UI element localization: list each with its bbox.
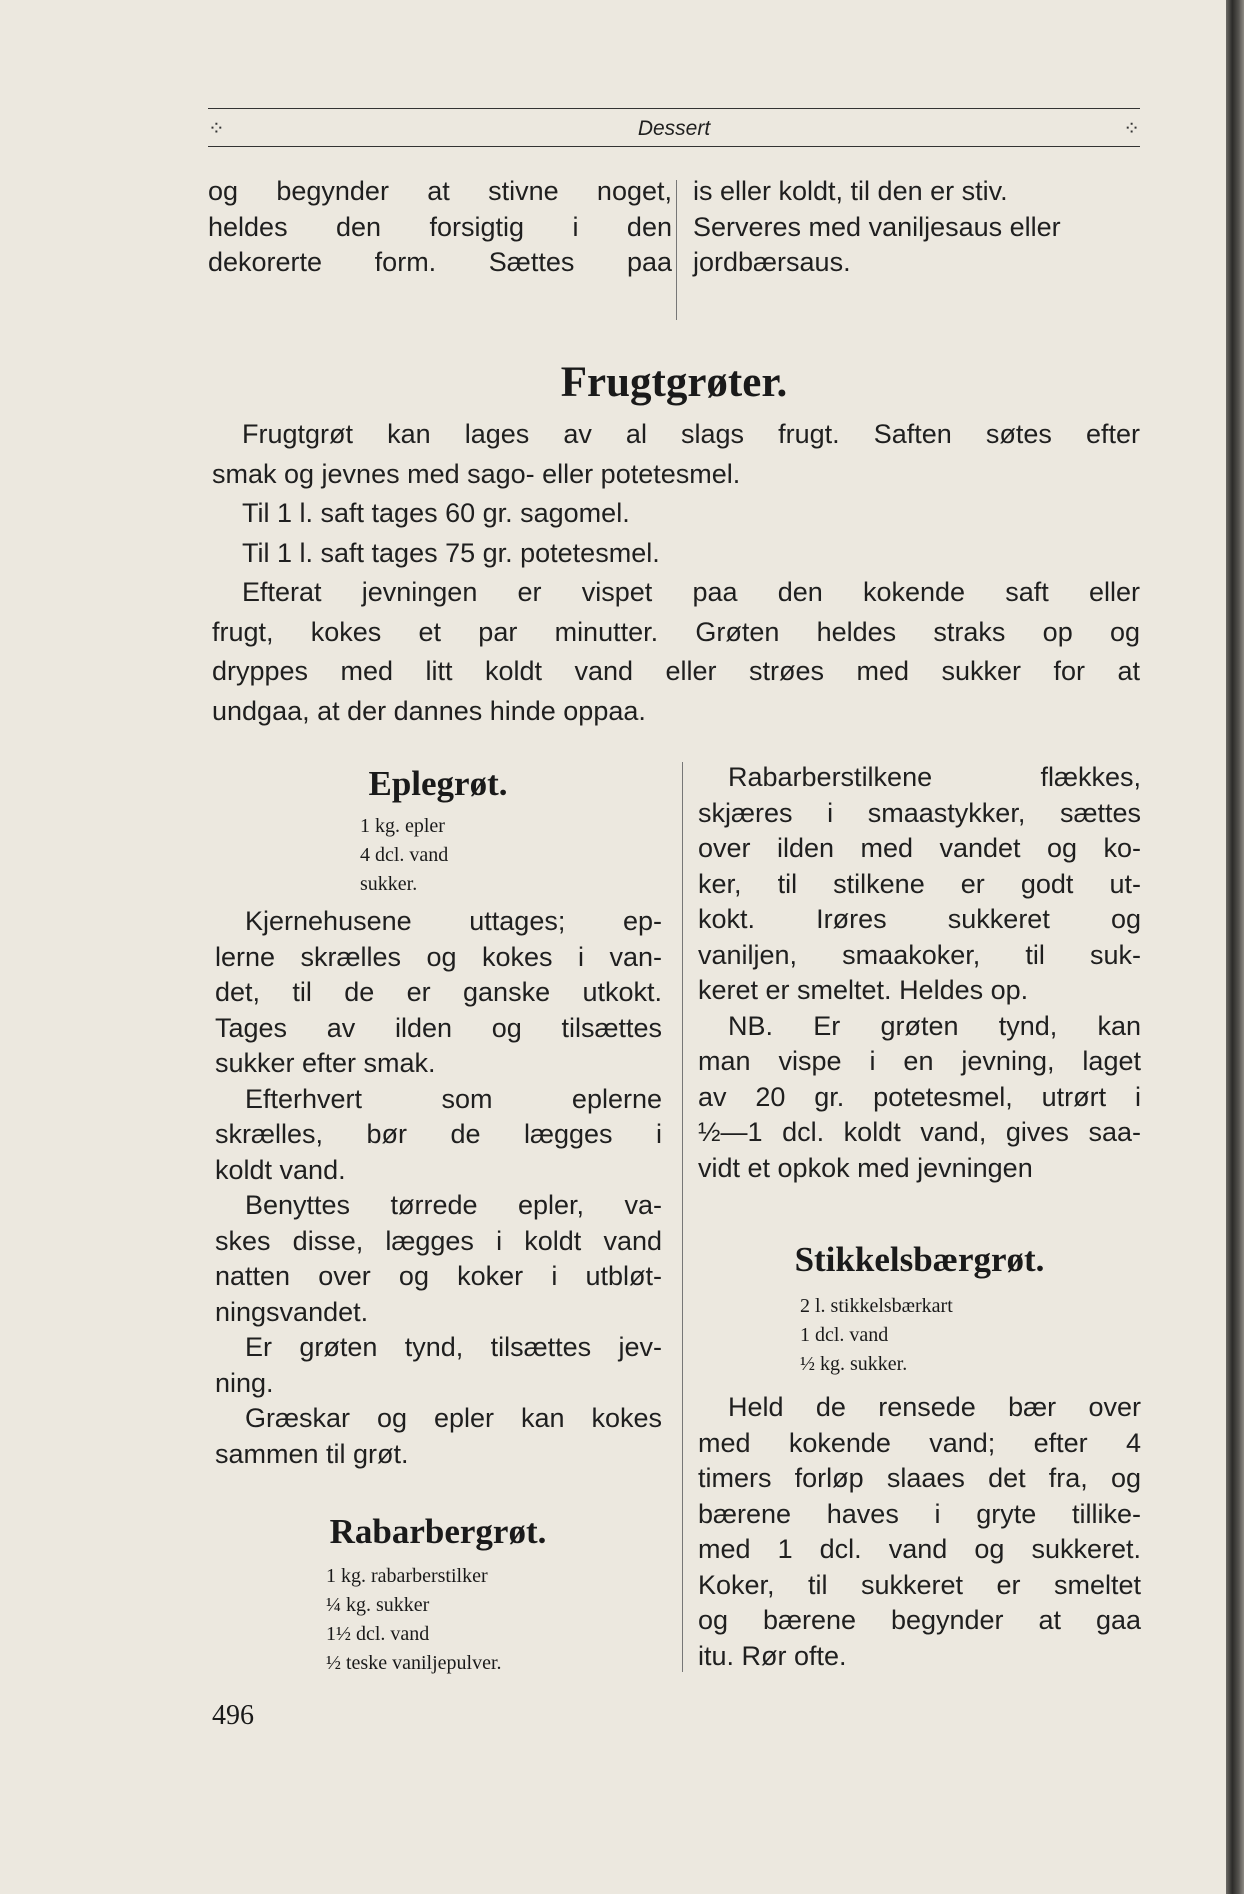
- text-line: Serveres med vaniljesaus eller: [693, 211, 1061, 242]
- frugtgroter-text: [212, 415, 1140, 731]
- text-line: dryppes med litt koldt vand eller strøes med sukker for at: [212, 656, 1140, 686]
- section-heading-frugtgroter: Frugtgrøter.: [560, 359, 788, 406]
- text-line: keret er smeltet. Heldes op.: [698, 975, 1029, 1005]
- text-line: ningsvandet.: [215, 1296, 369, 1327]
- ingredient-item: ¼ kg. sukker: [326, 1594, 430, 1616]
- text-line: lerne skrælles og kokes i van-: [215, 941, 662, 972]
- text-line: Held de rensede bær over: [728, 1392, 1141, 1422]
- stikkelsbaergrot-ingredients: [800, 1292, 1140, 1379]
- text-line: Benyttes tørrede epler, va-: [245, 1190, 662, 1220]
- eplegrot-text: [215, 904, 662, 1472]
- top-right-column: [693, 174, 1147, 281]
- header-bottom-rule: [208, 146, 1140, 147]
- text-line: smak og jevnes med sago- eller potetesmel.: [212, 458, 741, 489]
- text-line: undgaa, at der dannes hinde oppaa.: [212, 695, 646, 726]
- text-line: Græskar og epler kan kokes: [245, 1403, 662, 1433]
- top-left-column: [208, 174, 672, 281]
- ingredient-item: sukker.: [360, 873, 418, 895]
- text-line: sammen til grøt.: [215, 1438, 409, 1469]
- text-line: man vispe i en jevning, laget: [698, 1046, 1141, 1076]
- text-line: vidt et opkok med jevningen: [698, 1152, 1033, 1183]
- book-spine-edge: [1226, 0, 1244, 1894]
- text-line: det, til de er ganske utkokt.: [215, 977, 662, 1007]
- text-line: koldt vand.: [215, 1154, 346, 1185]
- column-divider: [676, 180, 677, 320]
- text-line: skjæres i smaastykker, sættes: [698, 797, 1141, 828]
- column-divider: [682, 762, 683, 1672]
- text-line: natten over og koker i utbløt-: [215, 1261, 662, 1291]
- text-line: bærene haves i gryte tillike-: [698, 1498, 1141, 1529]
- rabarbergrot-text: [698, 760, 1141, 1186]
- ingredient-item: 2 l. stikkelsbærkart: [800, 1295, 953, 1317]
- text-line: Til 1 l. saft tages 60 gr. sagomel.: [242, 498, 630, 528]
- ingredient-item: ½ kg. sukker.: [800, 1353, 908, 1375]
- ingredient-item: 1 kg. rabarberstilker: [326, 1565, 488, 1587]
- ingredient-item: 1 kg. epler: [360, 815, 445, 837]
- header-title: Dessert: [637, 117, 711, 140]
- right-ornament-icon: ⁘: [1123, 118, 1140, 140]
- text-line: itu. Rør ofte.: [698, 1640, 847, 1671]
- text-line: og bærene begynder at gaa: [698, 1605, 1141, 1635]
- section-heading-stikkelsbaergrot: Stikkelsbærgrøt.: [794, 1240, 1045, 1279]
- ingredient-item: 1½ dcl. vand: [326, 1623, 430, 1645]
- rabarbergrot-ingredients: [326, 1562, 666, 1678]
- text-line: Til 1 l. saft tages 75 gr. potetesmel.: [242, 537, 660, 568]
- section-heading-eplegrot: Eplegrøt.: [368, 764, 508, 803]
- text-line: Rabarberstilkene flækkes,: [728, 762, 1141, 792]
- text-line: Er grøten tynd, tilsættes jev-: [245, 1332, 662, 1362]
- text-line: sukker efter smak.: [215, 1048, 436, 1078]
- text-line: is eller koldt, til den er stiv.: [693, 176, 1008, 206]
- text-line: jordbærsaus.: [693, 247, 851, 277]
- text-line: frugt, kokes et par minutter. Grøten heldes straks op og: [212, 616, 1140, 647]
- text-line: og begynder at stivne noget,: [208, 176, 672, 206]
- text-line: over ilden med vandet og ko-: [698, 833, 1141, 863]
- text-line: vaniljen, smaakoker, til suk-: [698, 939, 1141, 970]
- text-line: ker, til stilkene er godt ut-: [698, 868, 1141, 899]
- text-line: Kjernehusene uttages; ep-: [245, 906, 662, 936]
- text-line: Efterhvert som eplerne: [245, 1083, 662, 1114]
- ingredient-item: 4 dcl. vand: [360, 844, 449, 866]
- text-line: skrælles, bør de lægges i: [215, 1119, 662, 1149]
- section-heading-rabarbergrot: Rabarbergrøt.: [329, 1512, 547, 1551]
- text-line: ½—1 dcl. koldt vand, gives saa-: [698, 1117, 1141, 1147]
- eplegrot-ingredients: [360, 812, 660, 899]
- left-ornament-icon: ⁘: [208, 118, 225, 140]
- text-line: Koker, til sukkeret er smeltet: [698, 1569, 1141, 1600]
- text-line: NB. Er grøten tynd, kan: [728, 1010, 1141, 1041]
- header-top-rule: [208, 108, 1140, 109]
- running-header: [208, 108, 1140, 148]
- text-line: Tages av ilden og tilsættes: [215, 1012, 662, 1043]
- text-line: Frugtgrøt kan lages av al slags frugt. Saften søtes efter: [242, 419, 1140, 449]
- page-number: 496: [212, 1700, 254, 1731]
- text-line: heldes den forsigtig i den: [208, 211, 672, 242]
- text-line: med kokende vand; efter 4: [698, 1427, 1141, 1458]
- text-line: av 20 gr. potetesmel, utrørt i: [698, 1081, 1141, 1112]
- text-line: ning.: [215, 1367, 274, 1398]
- text-line: dekorerte form. Sættes paa: [208, 247, 672, 277]
- text-line: timers forløp slaaes det fra, og: [698, 1463, 1141, 1493]
- ingredient-item: 1 dcl. vand: [800, 1324, 889, 1346]
- text-line: skes disse, lægges i koldt vand: [215, 1225, 662, 1256]
- text-line: med 1 dcl. vand og sukkeret.: [698, 1534, 1141, 1564]
- ingredient-item: ½ teske vaniljepulver.: [326, 1652, 502, 1674]
- stikkelsbaergrot-text: [698, 1390, 1141, 1674]
- text-line: Efterat jevningen er vispet paa den kokende saft eller: [242, 577, 1140, 607]
- text-line: kokt. Irøres sukkeret og: [698, 904, 1141, 934]
